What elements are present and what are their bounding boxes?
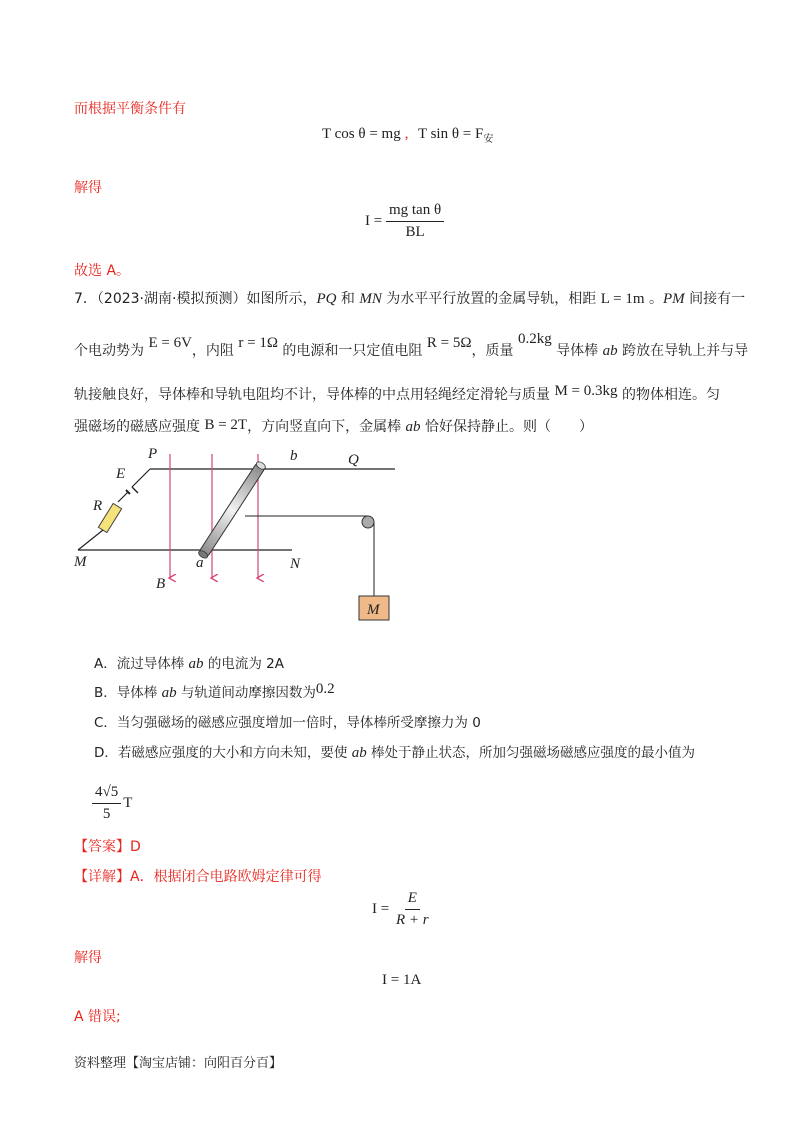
label-M-rail: M <box>74 554 87 570</box>
option-B-post: 与轨道间动摩擦因数为 <box>176 685 316 701</box>
rail-diagram <box>60 440 420 630</box>
option-A-ab: ab <box>188 656 204 672</box>
eq1-rhs: T sin θ = F <box>417 126 484 142</box>
eq3-fraction <box>393 890 432 929</box>
wire-resistor-bottom <box>78 530 103 550</box>
label-N: N <box>290 556 301 572</box>
option-D-post: 棒处于静止状态，所加匀强磁场磁感应强度的最小值为 <box>366 745 695 761</box>
battery-plate-long <box>132 487 138 493</box>
option-D-fraction <box>92 784 121 823</box>
label-Q: Q <box>348 452 359 468</box>
option-A-post: 的电流为 2A <box>203 656 284 672</box>
question-line-2 <box>74 331 749 359</box>
label-R: R <box>93 498 103 514</box>
option-D-den: 5 <box>102 806 111 822</box>
option-C: C．当匀强磁场的磁感应强度增加一倍时，导体棒所受摩擦力为 0 <box>94 715 481 731</box>
label-b: b <box>290 448 298 464</box>
option-D-value <box>92 784 132 823</box>
option-B-pre: B．导体棒 <box>94 685 162 701</box>
option-D-unit: T <box>123 794 133 811</box>
option-A-pre: A．流过导体棒 <box>94 656 189 672</box>
equation-ohm <box>372 890 432 929</box>
eq3-den: R + r <box>395 912 429 928</box>
segment-pm: PM <box>662 291 685 307</box>
eq2-fraction <box>386 202 444 241</box>
question-line-4 <box>74 417 593 435</box>
q-text-4b: ，方向竖直向下，金属棒 <box>247 419 406 435</box>
option-B-ab: ab <box>161 685 177 701</box>
and-text: 和 <box>336 291 360 307</box>
solve-label-1: 解得 <box>74 180 102 196</box>
equation-current-result: I = 1A <box>382 972 422 988</box>
detail-label: 【详解】A．根据闭合电路欧姆定律可得 <box>74 869 322 885</box>
footer-text: 资料整理【淘宝店铺：向阳百分百】 <box>74 1056 283 1071</box>
equation-balance <box>322 126 493 145</box>
value-mass: 0.2kg <box>517 331 552 347</box>
option-A <box>94 652 284 673</box>
q-text-1b: 。 <box>644 291 663 307</box>
q-text-1: 为水平平行放置的金属导轨，相距 <box>381 291 601 307</box>
option-B <box>94 681 335 702</box>
option-D-ab: ab <box>351 745 367 761</box>
eq3-lhs: I = <box>372 900 390 917</box>
value-B: B = 2T <box>204 417 248 433</box>
q-text-1c: 间接有一 <box>684 291 746 307</box>
pulley <box>362 516 374 528</box>
question-line-3 <box>74 383 720 403</box>
balance-condition-text: 而根据平衡条件有 <box>74 101 186 117</box>
value-R: R = 5Ω <box>426 335 472 351</box>
option-B-value: 0.2 <box>315 681 335 697</box>
rail-mn: MN <box>359 291 382 307</box>
rod-ab-1: ab <box>602 343 618 359</box>
q-text-2f: 跨放在导轨上并与导 <box>617 343 749 359</box>
option-D <box>94 741 695 762</box>
question-line-1 <box>74 292 745 306</box>
value-r: r = 1Ω <box>238 335 278 351</box>
equation-current-1 <box>365 202 444 241</box>
eq2-den: BL <box>405 224 425 240</box>
eq1-lhs: T cos θ = mg <box>322 126 401 142</box>
value-M: M = 0.3kg <box>554 383 618 399</box>
rod-ab-2: ab <box>405 419 421 435</box>
q-text-2a: 个电动势为 <box>74 343 149 359</box>
label-B: B <box>156 576 166 592</box>
eq1-sep: , <box>404 126 409 142</box>
value-E: E = 6V <box>148 335 192 351</box>
rail-pq: PQ <box>316 291 337 307</box>
q-text-3b: 的物体相连。匀 <box>617 387 720 403</box>
eq2-num: mg tan θ <box>386 202 444 222</box>
eq3-num: E <box>405 890 420 910</box>
q-text-2e: 导体棒 <box>551 343 603 359</box>
label-P: P <box>148 446 158 462</box>
choose-answer-text: 故选 A。 <box>74 263 131 279</box>
conductor-rod-ab <box>197 460 266 559</box>
label-a: a <box>196 555 204 571</box>
q-text-3a: 轨接触良好，导体棒和导轨电阻均不计，导体棒的中点用轻绳经定滑轮与质量 <box>74 387 555 403</box>
q-text-2c: 的电源和一只定值电阻 <box>277 343 427 359</box>
wire-battery-resistor <box>118 492 128 502</box>
a-wrong-text: A 错误; <box>74 1009 121 1025</box>
answer-label: 【答案】D <box>74 839 141 855</box>
label-E: E <box>116 466 126 482</box>
q-text-4a: 强磁场的磁感应强度 <box>74 419 205 435</box>
option-D-pre: D．若磁感应强度的大小和方向未知，要使 <box>94 745 352 761</box>
eq2-lhs: I = <box>365 212 383 229</box>
q-text-2b: ，内阻 <box>191 343 239 359</box>
q-text-4c: 恰好保持静止。则（ ） <box>420 419 593 435</box>
option-D-num: 4√5 <box>92 784 121 804</box>
value-L: L = 1m <box>600 291 645 307</box>
q-text-2d: ，质量 <box>471 343 518 359</box>
wire-top-left <box>132 469 150 487</box>
question-source: （2023·湖南·模拟预测）如图所示， <box>96 291 317 307</box>
eq1-sub: 安 <box>483 134 494 145</box>
label-block: M <box>367 602 380 618</box>
solve-label-2: 解得 <box>74 950 102 966</box>
question-number: 7． <box>74 291 97 307</box>
